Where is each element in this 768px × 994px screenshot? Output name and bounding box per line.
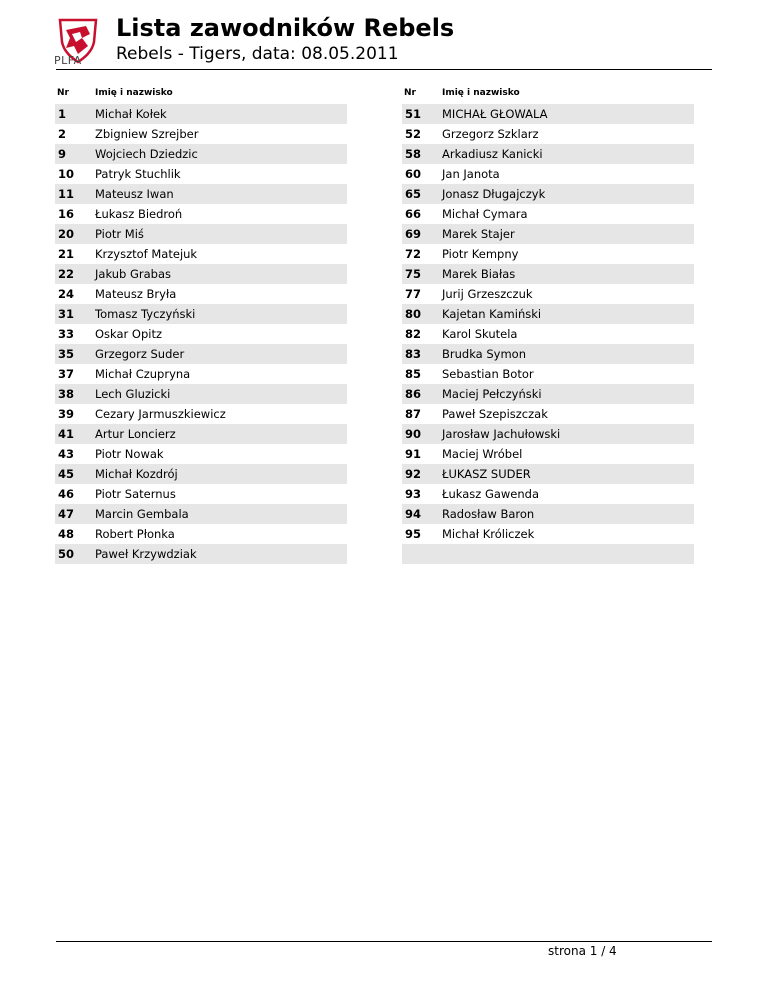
player-name: Marcin Gembala <box>95 507 189 521</box>
player-name: Artur Loncierz <box>95 427 176 441</box>
player-name: Michał Cymara <box>442 207 528 221</box>
table-row <box>55 344 347 364</box>
player-number: 39 <box>58 407 75 421</box>
table-row <box>402 444 694 464</box>
table-header <box>55 84 347 102</box>
table-row <box>55 444 347 464</box>
table-row <box>55 484 347 504</box>
player-number: 82 <box>405 327 422 341</box>
player-name: Marek Białas <box>442 267 516 281</box>
header-nr: Nr <box>57 88 69 98</box>
player-number: 1 <box>58 107 67 121</box>
table-row <box>402 184 694 204</box>
header-name: Imię i nazwisko <box>442 88 520 98</box>
roster-table-left <box>55 84 347 564</box>
table-row <box>402 124 694 144</box>
player-name: Michał Kozdrój <box>95 467 178 481</box>
player-name: Tomasz Tyczyński <box>95 307 196 321</box>
page-number: strona 1 / 4 <box>548 944 617 958</box>
table-row <box>55 264 347 284</box>
table-row <box>402 424 694 444</box>
player-name: Krzysztof Matejuk <box>95 247 198 261</box>
table-row <box>402 544 694 564</box>
player-number: 11 <box>58 187 75 201</box>
player-number: 33 <box>58 327 75 341</box>
player-name: Jan Janota <box>442 167 500 181</box>
player-name: Mateusz Bryła <box>95 287 177 301</box>
player-number: 77 <box>405 287 422 301</box>
table-row <box>55 464 347 484</box>
table-row <box>402 104 694 124</box>
player-number: 69 <box>405 227 422 241</box>
player-name: Karol Skutela <box>442 327 518 341</box>
player-name: Łukasz Gawenda <box>442 487 540 501</box>
player-name: ŁUKASZ SUDER <box>442 467 531 481</box>
table-body <box>402 104 694 564</box>
player-number: 37 <box>58 367 75 381</box>
player-number: 83 <box>405 347 422 361</box>
player-name: Mateusz Iwan <box>95 187 174 201</box>
player-number: 9 <box>58 147 67 161</box>
player-name: Brudka Symon <box>442 347 526 361</box>
player-number: 21 <box>58 247 75 261</box>
player-name: Wojciech Dziedzic <box>95 147 198 161</box>
header-name: Imię i nazwisko <box>95 88 173 98</box>
player-number: 41 <box>58 427 75 441</box>
logo-text: PLFA <box>54 54 82 67</box>
player-number: 75 <box>405 267 422 281</box>
player-name: Marek Stajer <box>442 227 515 241</box>
table-row <box>402 364 694 384</box>
player-number: 46 <box>58 487 75 501</box>
page-title: Lista zawodników Rebels <box>116 14 455 42</box>
table-row <box>55 524 347 544</box>
table-row <box>402 264 694 284</box>
player-name: Oskar Opitz <box>95 327 163 341</box>
player-number: 93 <box>405 487 422 501</box>
table-row <box>55 504 347 524</box>
player-number: 91 <box>405 447 422 461</box>
table-row <box>55 324 347 344</box>
table-row <box>55 104 347 124</box>
footer-divider <box>56 941 712 942</box>
player-name: Grzegorz Szklarz <box>442 127 539 141</box>
player-number: 47 <box>58 507 75 521</box>
table-row <box>55 144 347 164</box>
table-row <box>55 364 347 384</box>
player-number: 24 <box>58 287 75 301</box>
player-number: 52 <box>405 127 422 141</box>
player-name: Piotr Kempny <box>442 247 519 261</box>
player-name: Jarosław Jachułowski <box>442 427 561 441</box>
player-number: 90 <box>405 427 422 441</box>
player-name: Jurij Grzeszczuk <box>442 287 533 301</box>
player-number: 50 <box>58 547 75 561</box>
player-number: 35 <box>58 347 75 361</box>
table-row <box>55 544 347 564</box>
player-number: 16 <box>58 207 75 221</box>
table-row <box>55 184 347 204</box>
table-row <box>402 504 694 524</box>
player-name: Jakub Grabas <box>95 267 172 281</box>
table-row <box>402 304 694 324</box>
player-name: Lech Gluzicki <box>95 387 171 401</box>
player-name: Maciej Wróbel <box>442 447 523 461</box>
table-row <box>402 524 694 544</box>
player-name: Piotr Miś <box>95 227 144 241</box>
player-name: Kajetan Kamiński <box>442 307 542 321</box>
player-name: Cezary Jarmuszkiewicz <box>95 407 226 421</box>
player-name: Michał Czupryna <box>95 367 191 381</box>
player-number: 60 <box>405 167 422 181</box>
table-row <box>55 304 347 324</box>
player-name: Sebastian Botor <box>442 367 534 381</box>
player-name: Łukasz Biedroń <box>95 207 183 221</box>
table-row <box>55 244 347 264</box>
player-number: 94 <box>405 507 422 521</box>
player-number: 65 <box>405 187 422 201</box>
player-number: 51 <box>405 107 422 121</box>
player-name: Patryk Stuchlik <box>95 167 181 181</box>
table-row <box>55 164 347 184</box>
table-row <box>402 244 694 264</box>
table-row <box>55 224 347 244</box>
player-name: Piotr Saternus <box>95 487 176 501</box>
table-row <box>402 224 694 244</box>
player-number: 92 <box>405 467 422 481</box>
table-row <box>55 124 347 144</box>
table-row <box>55 404 347 424</box>
player-name: Radosław Baron <box>442 507 535 521</box>
header-divider <box>56 69 712 70</box>
table-row <box>402 484 694 504</box>
player-name: Robert Płonka <box>95 527 175 541</box>
player-name: Jonasz Długajczyk <box>442 187 546 201</box>
table-row <box>402 204 694 224</box>
player-number: 86 <box>405 387 422 401</box>
player-number: 95 <box>405 527 422 541</box>
table-row <box>402 464 694 484</box>
player-number: 31 <box>58 307 75 321</box>
player-number: 72 <box>405 247 422 261</box>
player-number: 58 <box>405 147 422 161</box>
player-name: Paweł Krzywdziak <box>95 547 197 561</box>
table-row <box>55 424 347 444</box>
player-number: 85 <box>405 367 422 381</box>
table-row <box>55 204 347 224</box>
table-row <box>402 384 694 404</box>
player-name: MICHAŁ GŁOWALA <box>442 107 548 121</box>
player-number: 80 <box>405 307 422 321</box>
player-name: Grzegorz Suder <box>95 347 185 361</box>
player-number: 10 <box>58 167 75 181</box>
table-row <box>402 324 694 344</box>
player-name: Michał Króliczek <box>442 527 535 541</box>
player-name: Maciej Pełczyński <box>442 387 542 401</box>
table-body <box>55 104 347 564</box>
player-number: 20 <box>58 227 75 241</box>
table-row <box>402 164 694 184</box>
roster-table-right <box>402 84 694 564</box>
player-name: Zbigniew Szrejber <box>95 127 199 141</box>
table-row <box>402 404 694 424</box>
player-name: Michał Kołek <box>95 107 167 121</box>
table-row <box>402 144 694 164</box>
table-row <box>55 284 347 304</box>
player-number: 38 <box>58 387 75 401</box>
table-row <box>402 344 694 364</box>
player-name: Arkadiusz Kanicki <box>442 147 543 161</box>
player-name: Piotr Nowak <box>95 447 164 461</box>
player-number: 87 <box>405 407 422 421</box>
page-subtitle: Rebels - Tigers, data: 08.05.2011 <box>116 44 399 64</box>
player-number: 43 <box>58 447 75 461</box>
player-number: 66 <box>405 207 422 221</box>
player-number: 22 <box>58 267 75 281</box>
table-header <box>402 84 694 102</box>
table-row <box>402 284 694 304</box>
player-number: 2 <box>58 127 67 141</box>
header-nr: Nr <box>404 88 416 98</box>
player-name: Paweł Szepiszczak <box>442 407 548 421</box>
table-row <box>55 384 347 404</box>
player-number: 45 <box>58 467 75 481</box>
player-number: 48 <box>58 527 75 541</box>
